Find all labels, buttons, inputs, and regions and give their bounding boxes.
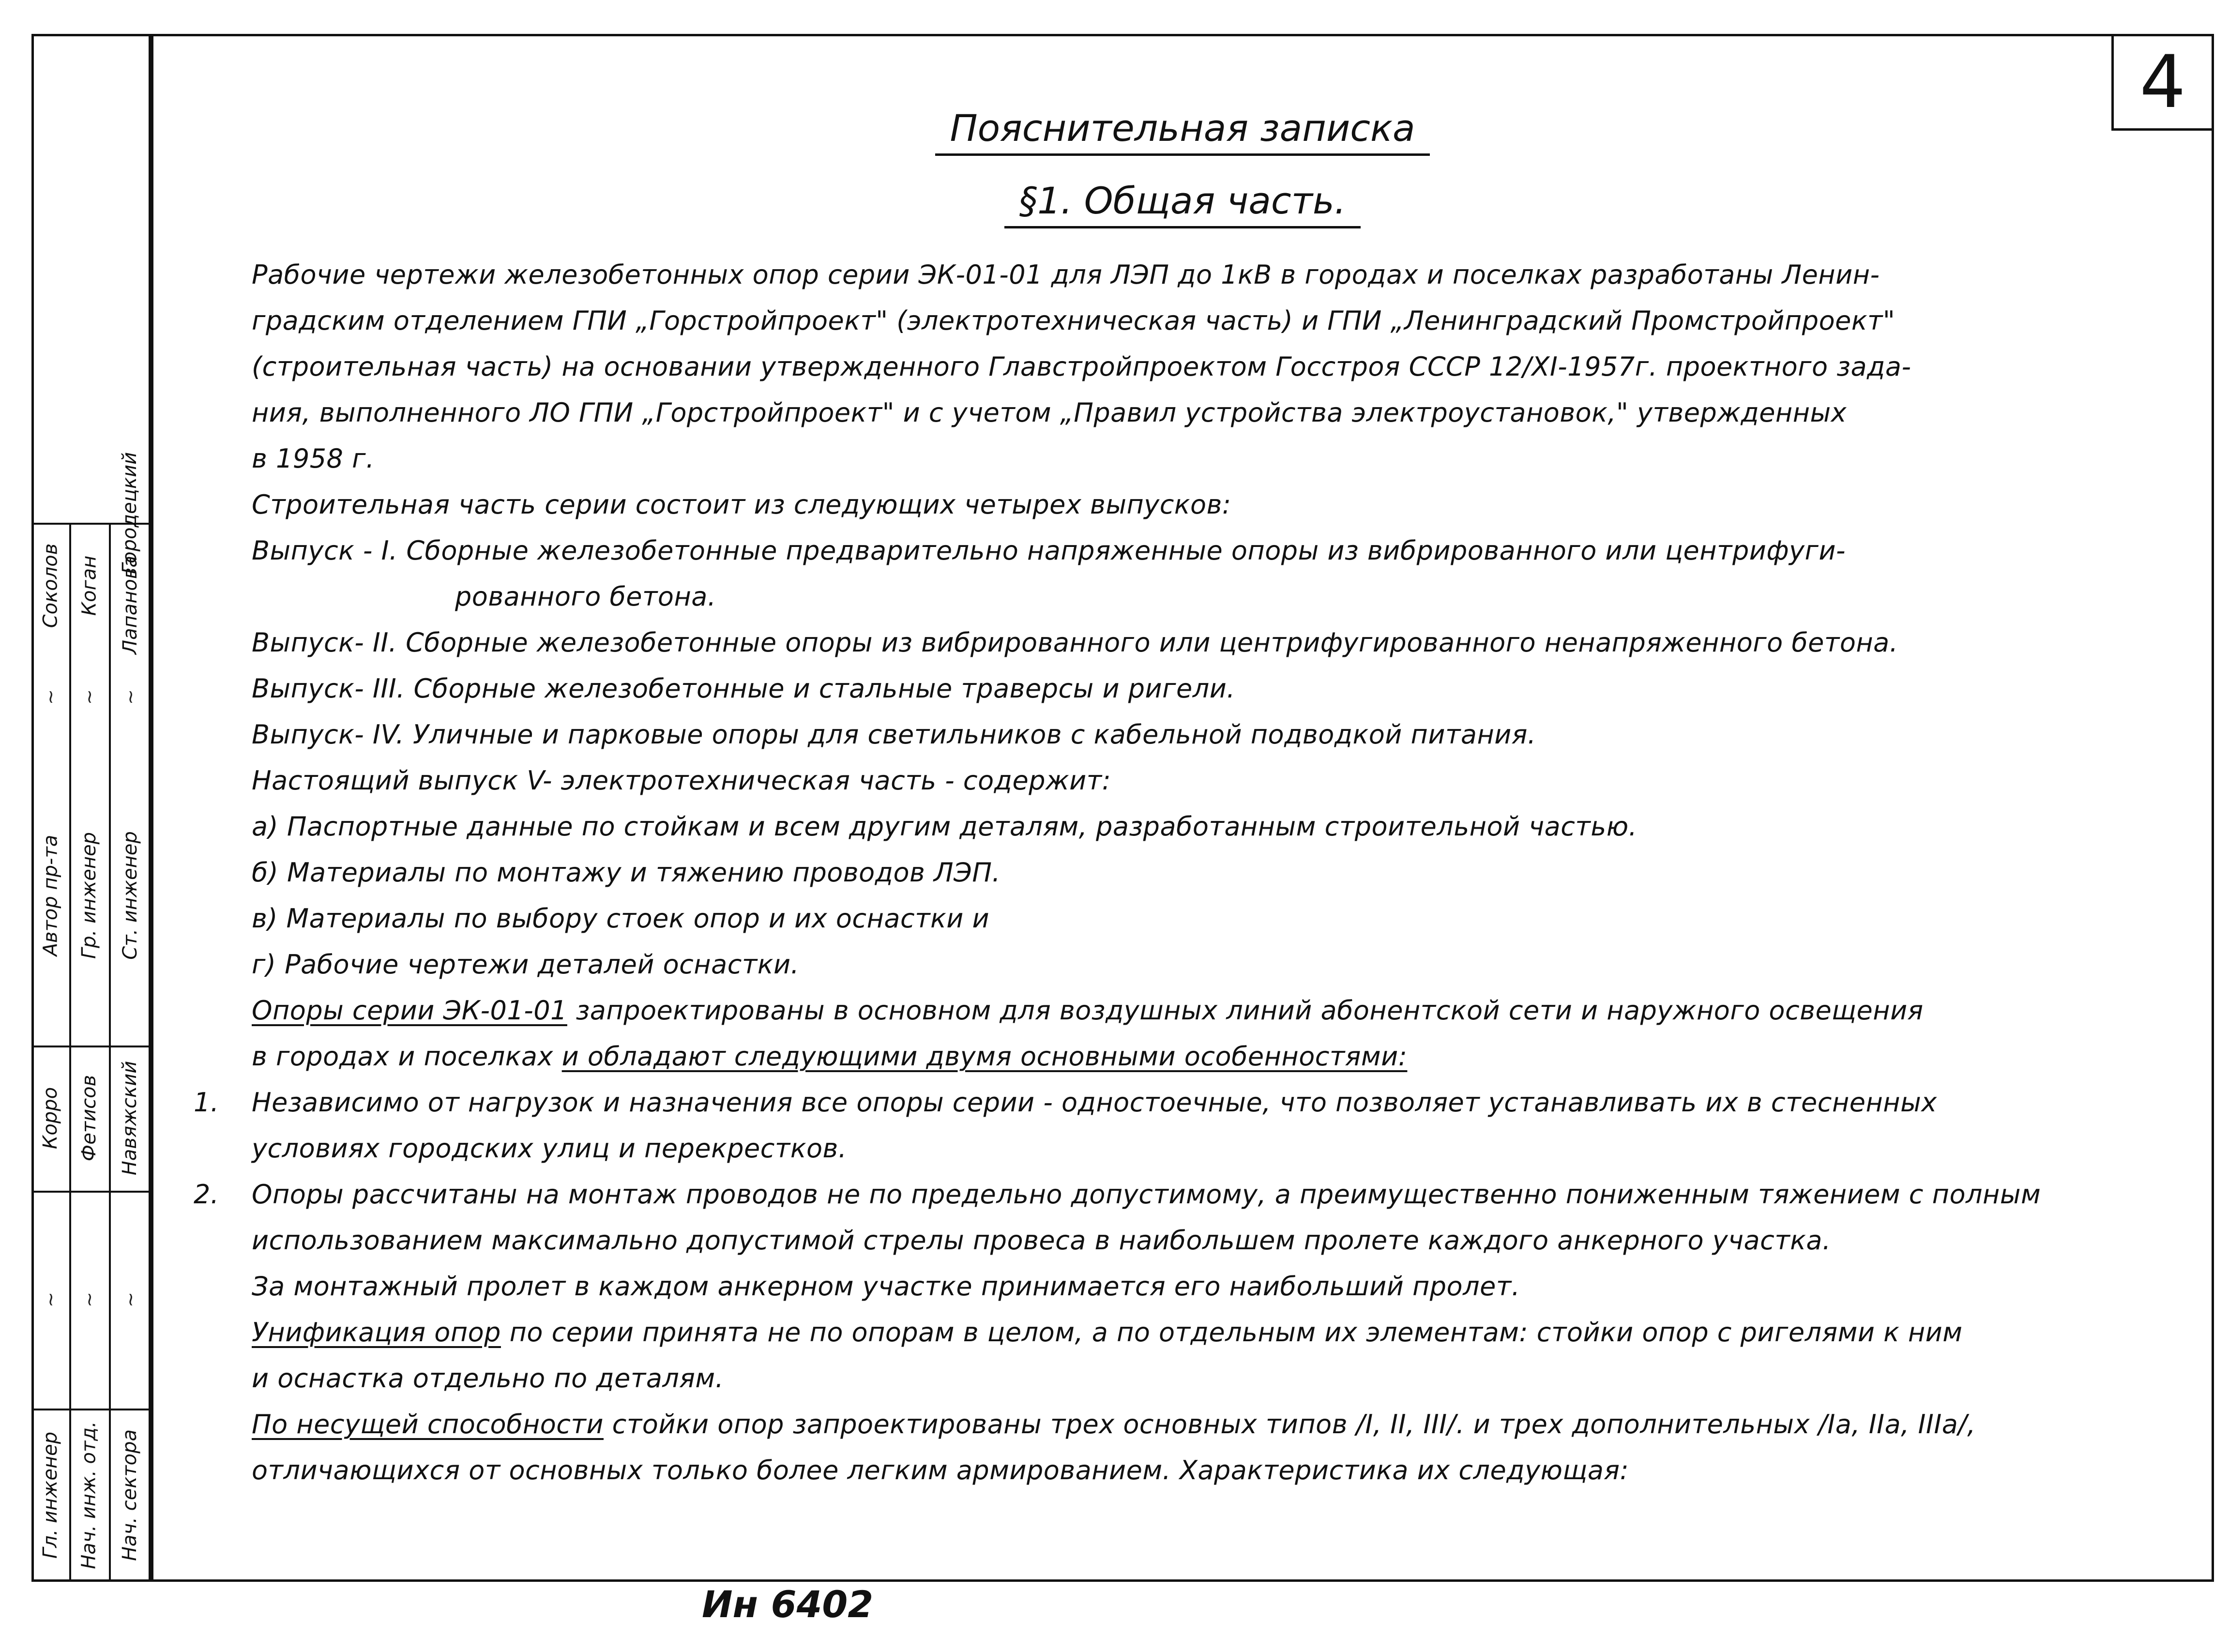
stamp-signature: ~ [119, 689, 141, 705]
body-line: Выпуск - I. Сборные железобетонные предварительно напряженные опоры из вибрированного или центрифуги- [252, 535, 1846, 566]
body-line: б) Материалы по монтажу и тяжению проводов ЛЭП. [252, 857, 1001, 888]
stamp-signature: ~ [40, 689, 61, 705]
stamp-role-author: Автор пр-та [39, 834, 62, 956]
page-number: 4 [2111, 34, 2214, 131]
inventory-number: Ин 6402 [702, 1583, 874, 1626]
body-line-text: в городах и поселках [252, 1041, 562, 1072]
body-line [252, 987, 2120, 1033]
body-line: Рабочие чертежи железобетонных опор серии ЭК-01-01 для ЛЭП до 1кВ в городах и поселках разработаны Ленин- [252, 259, 1880, 290]
body-line: в 1958 г. [252, 443, 375, 474]
body-line: Настоящий выпуск V- электротехническая часть - содержит: [252, 765, 1111, 796]
stamp-name-gorodetsky: Городецкий [119, 452, 141, 575]
list-item [194, 1171, 2120, 1217]
stamp-role-head-dept: Нач. инж. отд. [78, 1421, 101, 1569]
body-line: ния, выполненного ЛО ГПИ „Горстройпроект" и с учетом „Правил устройства электроустановок," утвержденных [252, 397, 1847, 428]
list-item [194, 1079, 2120, 1125]
body-line: отличающихся от основных только более легким армированием. Характеристика их следующая: [252, 1455, 1629, 1485]
stamp-role-head-sector: Нач. сектора [119, 1429, 141, 1561]
underlined-phrase: Опоры серии ЭК-01-01 [252, 995, 567, 1026]
list-number: 1. [194, 1087, 219, 1118]
stamp-name-lapanova: Лапанова [119, 556, 141, 654]
body-line: Выпуск- II. Сборные железобетонные опоры из вибрированного или центрифугированного ненапряженного бетона. [252, 627, 1898, 658]
stamp-role-group-engineer: Гр. инженер [78, 832, 100, 959]
stamp-signature: ~ [119, 1292, 141, 1307]
body-line-text: Независимо от нагрузок и назначения все опоры серии - одностоечные, что позволяет устанавливать их в стесненных [252, 1087, 1937, 1118]
stamp-name-kogan: Коган [78, 555, 100, 616]
stamp-name-navyazhsky: Навяжский [119, 1061, 141, 1176]
stamp-role-senior-engineer: Ст. инженер [119, 831, 141, 960]
document-body [194, 252, 2120, 1493]
body-line [252, 1309, 2120, 1355]
body-line: г) Рабочие чертежи деталей оснастки. [252, 949, 800, 980]
body-line: Выпуск- IV. Уличные и парковые опоры для светильников с кабельной подводкой питания. [252, 719, 1536, 750]
body-line: Выпуск- III. Сборные железобетонные и стальные траверсы и ригели. [252, 673, 1235, 704]
body-line: градским отделением ГПИ „Горстройпроект" (электротехническая часть) и ГПИ „Ленинградский Промстройпроект" [252, 305, 1895, 336]
body-line: За монтажный пролет в каждом анкерном участке принимается его наибольший пролет. [252, 1271, 1520, 1302]
stamp-table [31, 452, 151, 1582]
stamp-signature: ~ [78, 1292, 100, 1307]
stamp-signature: ~ [78, 689, 100, 705]
body-line-text: Опоры рассчитаны на монтаж проводов не по предельно допустимому, а преимущественно пониженным тяжением с полным [252, 1179, 2041, 1210]
underlined-phrase: Унификация опор [252, 1317, 501, 1348]
underlined-phrase: По несущей способности [252, 1409, 604, 1440]
stamp-name-sokolov: Соколов [39, 543, 61, 628]
section-title: §1. Общая часть. [151, 179, 2214, 228]
body-line: рованного бетона. [455, 581, 716, 612]
underlined-phrase: и обладают следующими двумя основными особенностями: [561, 1041, 1408, 1072]
body-line: и оснастка отдельно по деталям. [252, 1363, 724, 1394]
list-number: 2. [194, 1179, 219, 1210]
body-line-text: стойки опор запроектированы трех основных типов /I, II, III/. и трех дополнительных /Iа, IIа, IIIа/, [603, 1409, 1976, 1440]
body-line-text: запроектированы в основном для воздушных линий абонентской сети и наружного освещения [576, 995, 1924, 1026]
body-line: а) Паспортные данные по стойкам и всем другим деталям, разработанным строительной частью. [252, 811, 1638, 842]
document-title: Пояснительная записка [151, 106, 2214, 156]
body-line: использованием максимально допустимой стрелы провеса в наибольшем пролете каждого анкерного участка. [252, 1225, 1831, 1256]
body-line: Строительная часть серии состоит из следующих четырех выпусков: [252, 489, 1231, 520]
stamp-signature: ~ [40, 1292, 61, 1307]
body-line-text: по серии принята не по опорам в целом, а по отдельным их элементам: стойки опор с ригелями к ним [500, 1317, 1963, 1348]
body-line [252, 1401, 2120, 1447]
body-line [252, 1033, 2120, 1079]
stamp-name-korro: Корро [39, 1087, 61, 1150]
stamp-name-fetisov: Фетисов [78, 1075, 101, 1162]
body-line: в) Материалы по выбору стоек опор и их оснастки и [252, 903, 990, 934]
body-line: условиях городских улиц и перекрестков. [252, 1133, 847, 1164]
stamp-role-chief-engineer: Гл. инженер [39, 1431, 62, 1559]
body-line: (строительная часть) на основании утвержденного Главстройпроектом Госстроя СССР 12/XI-1957г. проектного зада- [252, 351, 1911, 382]
